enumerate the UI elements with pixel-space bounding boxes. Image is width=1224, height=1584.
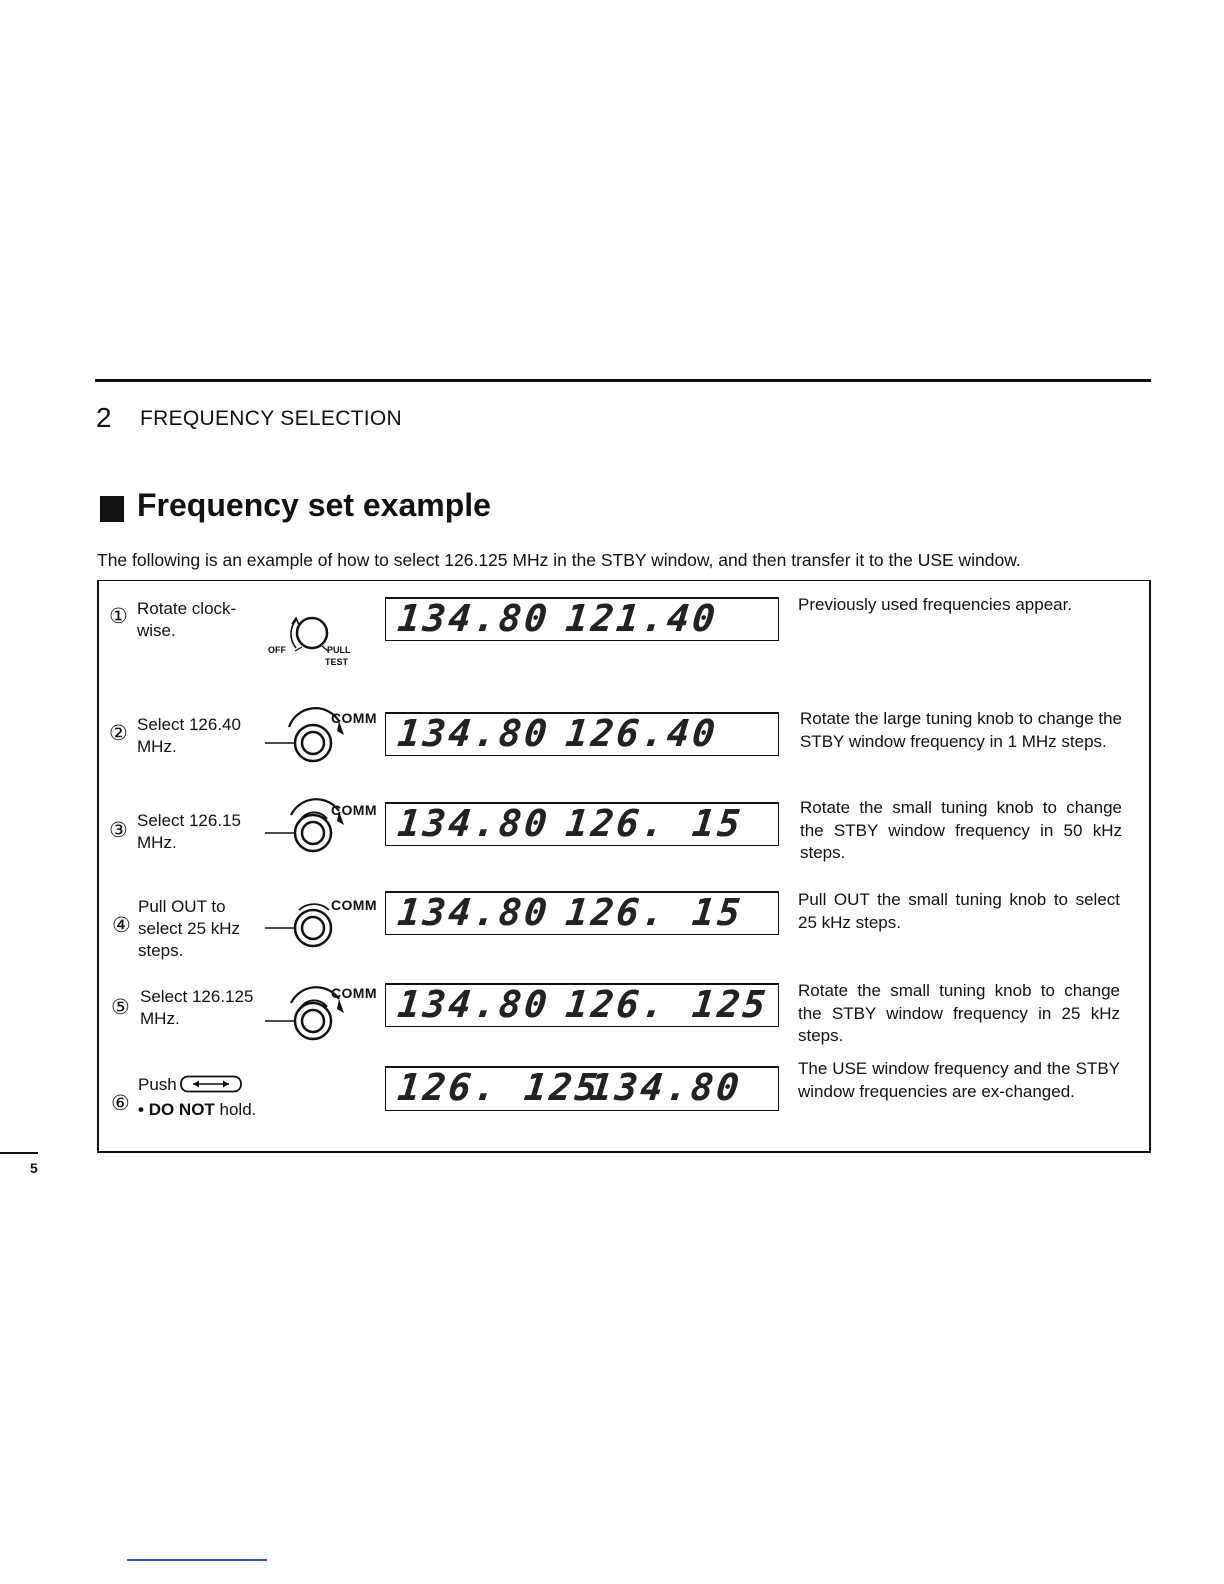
step-4-line-2: select 25 kHz <box>138 919 241 938</box>
step-3-comm-label: COMM <box>331 802 377 818</box>
section-square-icon <box>100 496 124 522</box>
step-4-line-3: steps. <box>138 941 184 960</box>
stby-frequency: 126. 15 <box>563 802 746 845</box>
step-6-text <box>138 1074 256 1121</box>
step-4-display <box>385 891 779 935</box>
transfer-button-icon <box>177 1075 245 1093</box>
power-test-label: TEST <box>325 657 349 667</box>
intro-text: The following is an example of how to select 126.125 MHz in the STBY window, and then transfer it to the USE window. <box>97 550 1021 570</box>
bullet: • <box>138 1100 144 1119</box>
step-1-text <box>137 598 236 642</box>
use-frequency: 134.80 <box>395 712 552 755</box>
step-1-display <box>385 597 779 641</box>
step-4-line-1: Pull OUT to <box>138 897 226 916</box>
step-6-description: The USE window frequency and the STBY window frequencies are ex-changed. <box>798 1059 1120 1101</box>
step-5-line-1: Select 126.125 <box>140 987 254 1006</box>
step-4-description: Pull OUT the small tuning knob to select 25 kHz steps. <box>798 890 1120 932</box>
step-3-line-2: MHz. <box>137 833 177 852</box>
stby-frequency: 126.40 <box>563 712 720 755</box>
step-5-comm-label: COMM <box>331 985 377 1001</box>
chapter-number: 2 <box>96 402 112 433</box>
step-3-description: Rotate the small tuning knob to change the STBY window frequency in 50 kHz steps. <box>800 798 1122 862</box>
step-6-number: ⑥ <box>111 1092 130 1115</box>
page-number: 5 <box>30 1160 38 1176</box>
step-3-number: ③ <box>109 819 128 842</box>
use-frequency: 126. 125 <box>395 1066 603 1109</box>
power-pull-label: PULL <box>327 645 351 655</box>
header-rule <box>95 379 1151 382</box>
step-5-text <box>140 986 253 1030</box>
step-3-line-1: Select 126.15 <box>137 811 241 830</box>
step-1-line-1: Rotate clock- <box>137 599 237 618</box>
section-title: Frequency set example <box>137 487 491 523</box>
stby-frequency: 121.40 <box>563 597 720 640</box>
step-2-number: ② <box>109 722 128 745</box>
step-2-line-2: MHz. <box>137 737 177 756</box>
step-2-description: Rotate the large tuning knob to change the STBY window frequency in 1 MHz steps. <box>800 709 1122 751</box>
bottom-line <box>127 1559 267 1561</box>
use-frequency: 134.80 <box>395 891 552 934</box>
power-off-label: OFF <box>268 645 286 655</box>
chapter-title: FREQUENCY SELECTION <box>140 407 403 430</box>
use-frequency: 134.80 <box>395 597 552 640</box>
step-3-display <box>385 802 779 846</box>
step-6-line-2 <box>138 1099 256 1121</box>
step-5-description: Rotate the small tuning knob to change the STBY window frequency in 25 kHz steps. <box>798 981 1120 1045</box>
step-5-number: ⑤ <box>111 996 130 1019</box>
step-3-text <box>137 810 241 854</box>
stby-frequency: 126. 15 <box>563 891 746 934</box>
step-1-number: ① <box>109 605 128 628</box>
stby-frequency: 134.80 <box>587 1066 744 1109</box>
do-not-text: DO NOT <box>148 1100 215 1119</box>
use-frequency: 134.80 <box>395 983 552 1026</box>
margin-rule <box>0 1152 38 1154</box>
step-4-number: ④ <box>112 914 131 937</box>
step-4-comm-label: COMM <box>331 897 377 913</box>
step-2-comm-label: COMM <box>331 710 377 726</box>
step-1-line-2: wise. <box>137 621 176 640</box>
step-1-description: Previously used frequencies appear. <box>798 595 1073 614</box>
stby-frequency: 126. 125 <box>563 983 771 1026</box>
use-frequency: 134.80 <box>395 802 552 845</box>
step-5-line-2: MHz. <box>140 1009 180 1028</box>
step-2-line-1: Select 126.40 <box>137 715 241 734</box>
power-knob-icon <box>262 606 372 676</box>
step-2-display <box>385 712 779 756</box>
push-label: Push <box>138 1075 177 1094</box>
hold-text: hold. <box>214 1100 257 1119</box>
step-5-display <box>385 983 779 1027</box>
step-2-text <box>137 714 241 758</box>
step-6-display <box>385 1066 779 1111</box>
step-6-line-1 <box>138 1074 256 1096</box>
step-4-text <box>138 896 240 962</box>
